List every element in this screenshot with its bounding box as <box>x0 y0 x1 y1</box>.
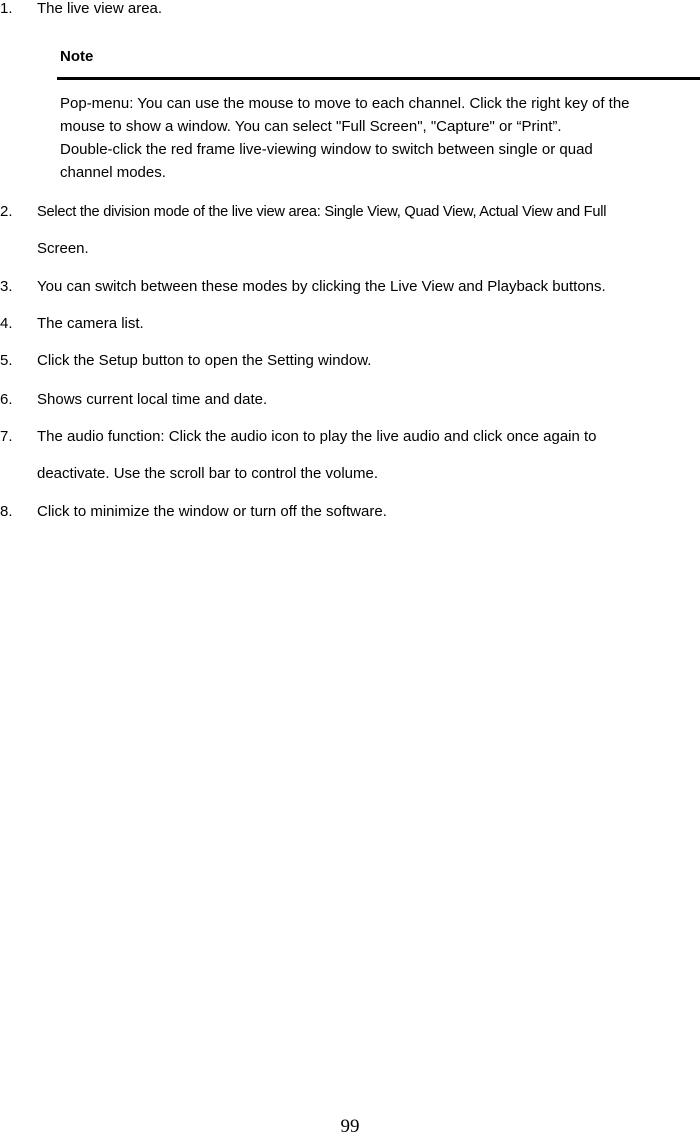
item-number: 5. <box>0 352 13 369</box>
note-line-3: Double-click the red frame live-viewing window to switch between single or quad <box>60 141 593 158</box>
page-number: 99 <box>340 1116 360 1137</box>
item-text: You can switch between these modes by clicking the Live View and Playback buttons. <box>37 278 606 295</box>
item-number: 6. <box>0 391 13 408</box>
item-number: 3. <box>0 278 13 295</box>
item-text: Select the division mode of the live view area: Single View, Quad View, Actual View and Full <box>37 204 607 220</box>
note-line-1: Pop-menu: You can use the mouse to move to each channel. Click the right key of the <box>60 95 630 112</box>
note-line-2: mouse to show a window. You can select "Full Screen", "Capture" or “Print”. <box>60 118 562 135</box>
item-number: 8. <box>0 503 13 520</box>
note-heading: Note <box>60 48 94 65</box>
item-number: 1. <box>0 0 13 17</box>
item-text: The audio function: Click the audio icon to play the live audio and click once again to <box>37 428 597 445</box>
item-text: Shows current local time and date. <box>37 391 268 408</box>
item-text: Click the Setup button to open the Setting window. <box>37 352 372 369</box>
item-text-continuation: deactivate. Use the scroll bar to control the volume. <box>37 465 379 482</box>
item-text: The camera list. <box>37 315 144 332</box>
item-text-continuation: Screen. <box>37 240 89 257</box>
item-text: Click to minimize the window or turn off the software. <box>37 503 387 520</box>
note-divider <box>57 77 700 80</box>
item-text: The live view area. <box>37 0 163 17</box>
item-number: 4. <box>0 315 13 332</box>
note-body <box>60 92 700 184</box>
item-number: 2. <box>0 203 13 220</box>
item-number: 7. <box>0 428 13 445</box>
note-line-4: channel modes. <box>60 164 166 181</box>
